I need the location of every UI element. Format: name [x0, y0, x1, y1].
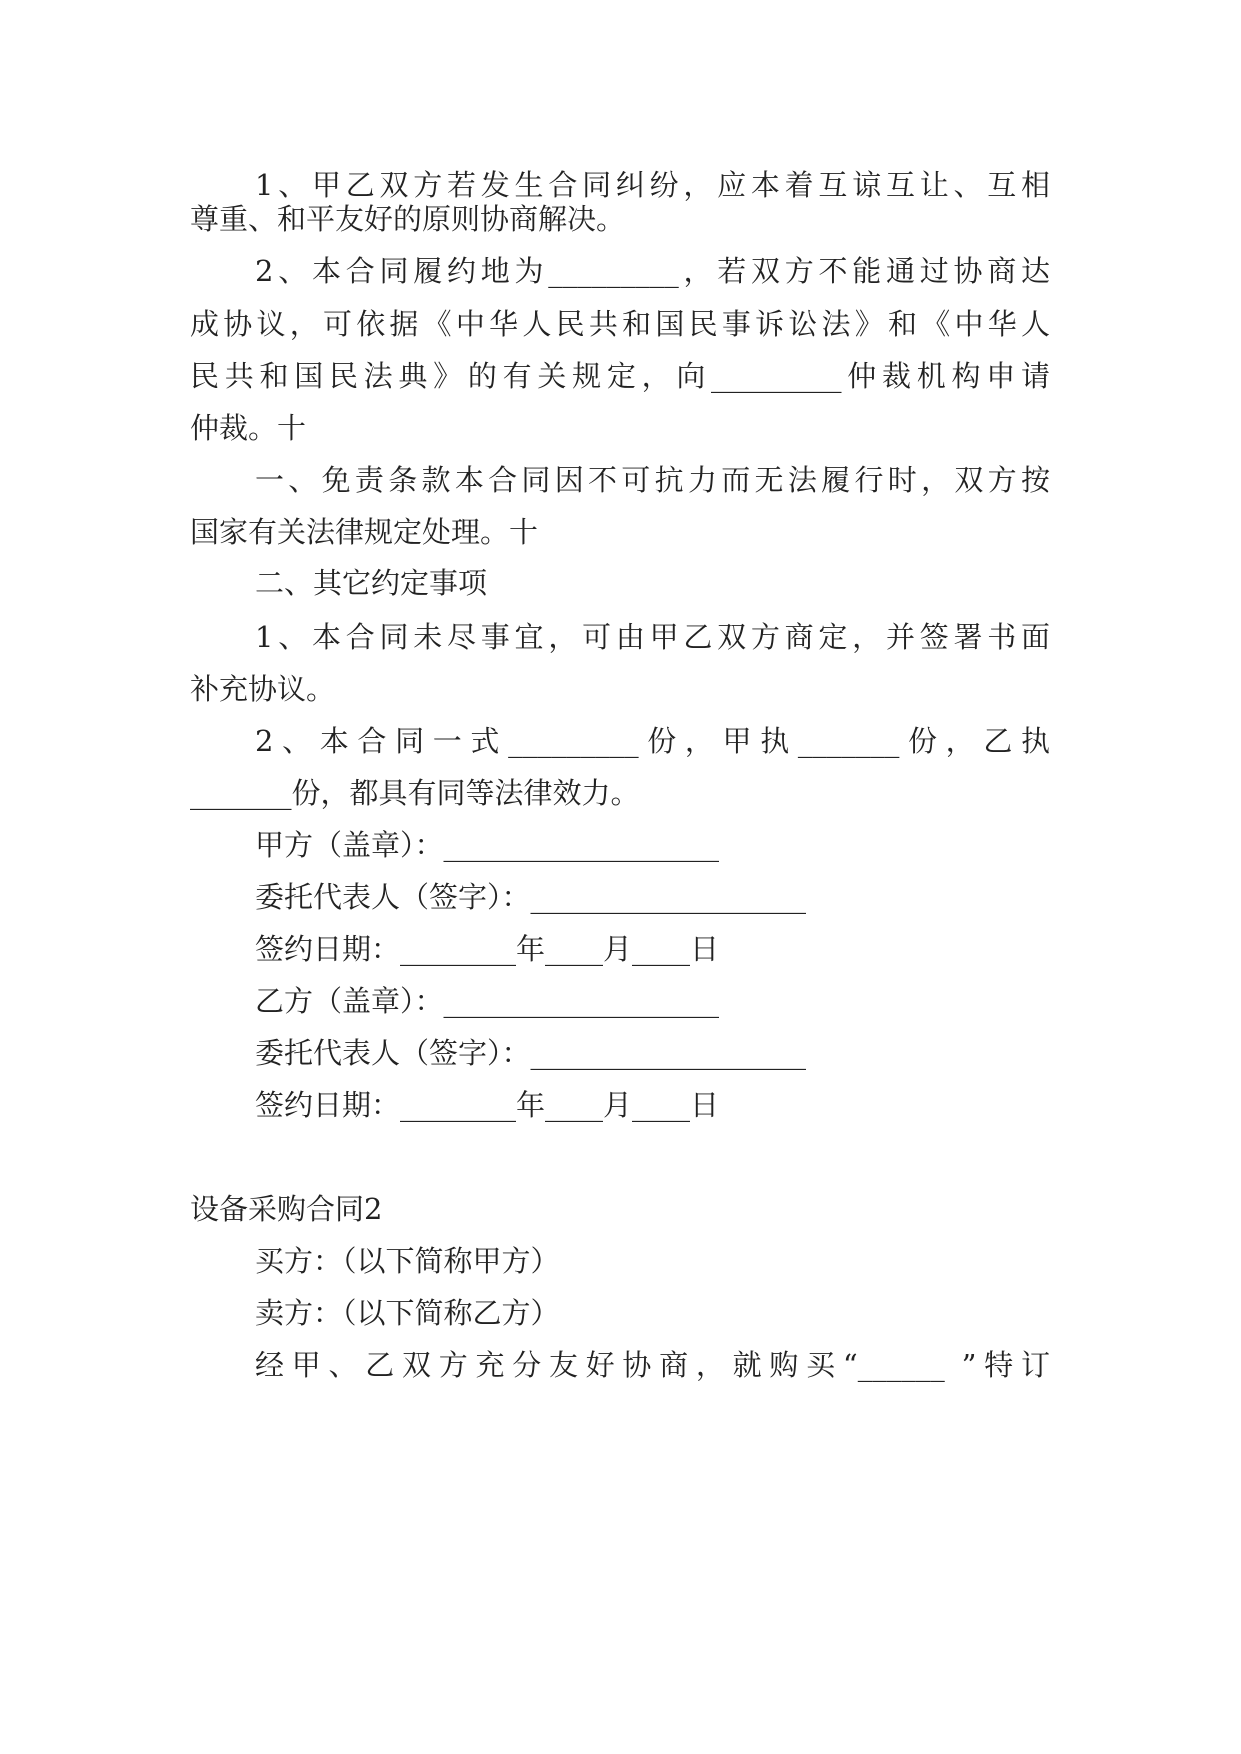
clause-2-line-1: 2、本合同履约地为_________，若双方不能通过协商达 — [255, 254, 1050, 288]
other-item-1-line-1: 1、本合同未尽事宜，可由甲乙双方商定，并签署书面 — [255, 620, 1050, 654]
contract-2-title: 设备采购合同2 — [190, 1192, 383, 1226]
buyer-line: 买方：（以下简称甲方） — [255, 1244, 560, 1278]
clause-2-line-4: 仲裁。十 — [190, 411, 307, 445]
other-item-2-line-2: _______份，都具有同等法律效力。 — [190, 776, 640, 810]
preamble-line-1: 经甲、乙双方充分友好协商，就购买“______ ”特订 — [255, 1348, 1050, 1382]
party-b-sign-date: 签约日期：________年____月____日 — [255, 1088, 720, 1122]
clause-2-line-3: 民共和国民法典》的有关规定，向_________仲裁机构申请 — [190, 359, 1050, 393]
clause-1-line-1: 1、甲乙双方若发生合同纠纷，应本着互谅互让、互相 — [255, 168, 1050, 202]
section-heading-other: 二、其它约定事项 — [255, 566, 488, 600]
clause-1-line-2: 尊重、和平友好的原则协商解决。 — [190, 202, 626, 236]
party-a-representative: 委托代表人（签字）：___________________ — [255, 880, 807, 914]
exemption-line-2: 国家有关法律规定处理。十 — [190, 515, 539, 549]
seller-line: 卖方：（以下简称乙方） — [255, 1296, 560, 1330]
exemption-line-1: 一、免责条款本合同因不可抗力而无法履行时，双方按 — [255, 463, 1050, 497]
party-b-representative: 委托代表人（签字）：___________________ — [255, 1036, 807, 1070]
party-a-sign-date: 签约日期：________年____月____日 — [255, 932, 720, 966]
party-b-seal: 乙方（盖章）：___________________ — [255, 984, 720, 1018]
clause-2-line-2: 成协议，可依据《中华人民共和国民事诉讼法》和《中华人 — [190, 307, 1050, 341]
other-item-2-line-1: 2、本合同一式_________份，甲执_______份，乙执 — [255, 724, 1050, 758]
other-item-1-line-2: 补充协议。 — [190, 672, 336, 706]
party-a-seal: 甲方（盖章）：___________________ — [255, 828, 720, 862]
